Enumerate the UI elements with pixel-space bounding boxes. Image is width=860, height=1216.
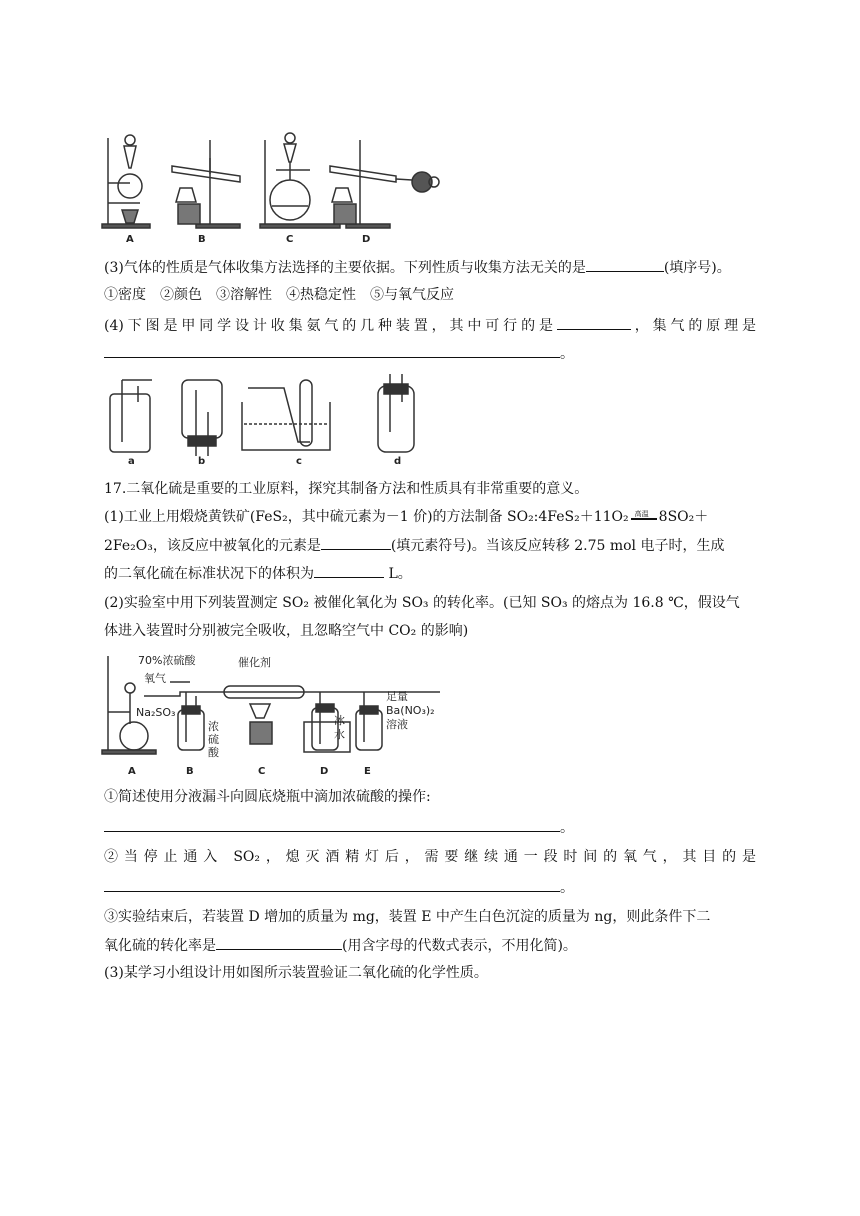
label-acid: 70%浓硫酸 — [138, 654, 196, 667]
fig1-label-d: D — [362, 234, 371, 245]
question-17-intro: 17.二氧化硫是重要的工业原料，探究其制备方法和性质具有非常重要的意义。 — [104, 481, 589, 497]
label-e-reagent-3: 溶液 — [386, 718, 408, 731]
question-4: (4)下图是甲同学设计收集氨气的几种装置，其中可行的是 ，集气的原理是 — [104, 314, 756, 337]
fig3-label-e: E — [364, 766, 371, 777]
label-e-reagent-1: 足量 — [386, 690, 408, 703]
answer-blank[interactable] — [586, 256, 664, 272]
fig3-label-d: D — [320, 766, 329, 777]
label-b-reagent-2: 硫 — [208, 733, 219, 746]
apparatus-d — [330, 140, 439, 228]
apparatus-c — [260, 133, 340, 228]
fig1-label-c: C — [286, 234, 294, 245]
question-17-1-line2: 2Fe₂O₃，该反应中被氧化的元素是 (填元素符号)。当该反应转移 2.75 mol 电子时，生成 — [104, 534, 764, 557]
answer-blank[interactable] — [104, 876, 560, 892]
fig2-label-a: a — [128, 456, 135, 467]
apparatus-figure-abcd — [100, 128, 450, 248]
label-e-reagent-2: Ba(NO₃)₂ — [386, 704, 435, 717]
answer-blank[interactable] — [314, 562, 384, 578]
sub-question-2-answer: 。 — [104, 876, 764, 899]
setup-d — [378, 374, 414, 452]
setup-a — [110, 380, 152, 452]
fig2-label-d: d — [394, 456, 402, 467]
question-17-2-line2: 体进入装置时分别被完全吸收，且忽略空气中 CO₂ 的影响) — [104, 623, 469, 639]
answer-blank[interactable] — [216, 934, 342, 950]
question-17-1-line3: 的二氧化硫在标准状况下的体积为 L。 — [104, 562, 764, 585]
apparatus-a — [102, 135, 150, 228]
answer-blank[interactable] — [104, 342, 560, 358]
sub-question-3-line1: ③实验结束后，若装置 D 增加的质量为 mg，装置 E 中产生白色沉淀的质量为 ng，则此条件下二 — [104, 909, 711, 925]
question-3: (3)气体的性质是气体收集方法选择的主要依据。下列性质与收集方法无关的是 (填序号)。 — [104, 256, 764, 279]
fig3-label-b: B — [186, 766, 194, 777]
fig1-label-b: B — [198, 234, 206, 245]
answer-blank[interactable] — [557, 314, 631, 330]
label-d-reagent-2: 水 — [334, 728, 345, 741]
fig3-label-c: C — [258, 766, 266, 777]
answer-blank[interactable] — [321, 534, 391, 550]
question-3-options: ①密度 ②颜色 ③溶解性 ④热稳定性 ⑤与氧气反应 — [104, 287, 454, 303]
question-4-line2: 。 — [104, 342, 764, 365]
label-oxygen: 氧气 — [144, 672, 166, 685]
sub-question-1-answer: 。 — [104, 816, 764, 839]
sub-question-3-line2: 氧化硫的转化率是 (用含字母的代数式表示，不用化简)。 — [104, 934, 764, 957]
question-17-2-line1: (2)实验室中用下列装置测定 SO₂ 被催化氧化为 SO₃ 的转化率。(已知 SO₃ 的熔点为 16.8 ℃，假设气 — [104, 595, 740, 611]
sub-question-1: ①简述使用分液漏斗向圆底烧瓶中滴加浓硫酸的操作: — [104, 789, 431, 805]
answer-blank[interactable] — [104, 816, 560, 832]
label-b-reagent-1: 浓 — [208, 720, 219, 733]
label-b-reagent-3: 酸 — [208, 746, 219, 759]
setup-c — [242, 380, 330, 450]
collection-figure-abcd — [100, 372, 430, 468]
setup-b — [182, 380, 222, 456]
label-catalyst: 催化剂 — [238, 656, 271, 669]
fig1-label-a: A — [126, 234, 134, 245]
reaction-condition-arrow: 高温 — [629, 510, 659, 524]
question-17-1-line1: (1)工业上用煅烧黄铁矿(FeS₂，其中硫元素为－1 价)的方法制备 SO₂:4FeS₂＋11O₂ 高温 8SO₂＋ — [104, 509, 709, 525]
so2-oxidation-apparatus — [100, 652, 460, 782]
question-17-3: (3)某学习小组设计用如图所示装置验证二氧化硫的化学性质。 — [104, 965, 488, 981]
label-na2so3: Na₂SO₃ — [136, 706, 176, 719]
fig2-label-c: c — [296, 456, 302, 467]
apparatus-b — [172, 140, 240, 228]
sub-question-2: ②当停止通入 SO₂，熄灭酒精灯后，需要继续通一段时间的氧气，其目的是 — [104, 849, 756, 865]
fig2-label-b: b — [198, 456, 206, 467]
fig3-label-a: A — [128, 766, 136, 777]
label-d-reagent-1: 冰 — [334, 714, 345, 727]
